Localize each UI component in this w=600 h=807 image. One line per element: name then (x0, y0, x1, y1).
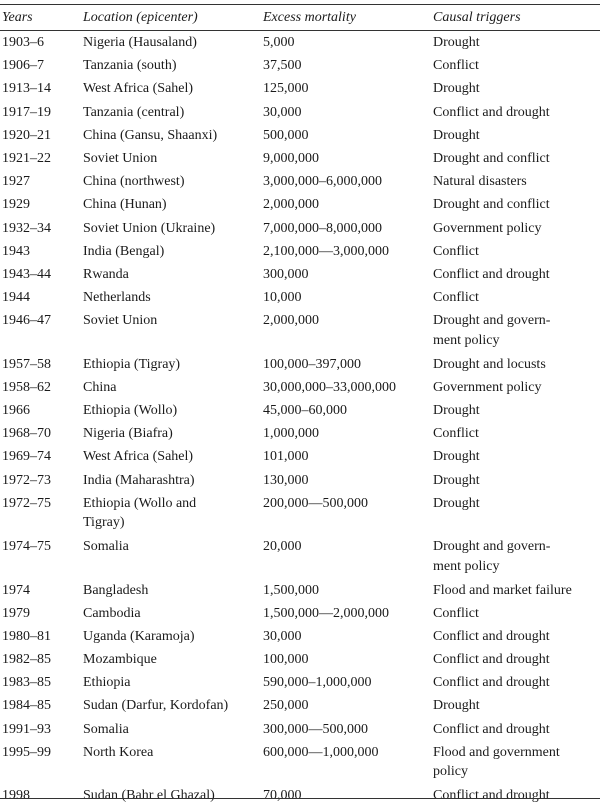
cell-causal-triggers: Conflict (433, 605, 479, 621)
cell-years: 1969–74 (2, 449, 51, 465)
cell-causal-triggers: Drought and govern- ment policy (433, 313, 551, 348)
cell-causal-triggers: Conflict and drought (433, 788, 550, 804)
table-row (0, 376, 600, 399)
cell-excess-mortality: 30,000 (263, 628, 302, 644)
cell-excess-mortality: 300,000—500,000 (263, 721, 368, 737)
cell-years: 1943 (2, 243, 30, 259)
table-row (0, 54, 600, 77)
cell-causal-triggers: Natural disasters (433, 174, 527, 190)
table-row (0, 31, 600, 54)
cell-causal-triggers: Drought and govern- ment policy (433, 539, 551, 574)
cell-years: 1944 (2, 290, 30, 306)
cell-years: 1903–6 (2, 35, 44, 50)
cell-location: Soviet Union (Ukraine) (83, 220, 216, 236)
cell-years: 1983–85 (2, 675, 51, 691)
cell-location: China (83, 379, 117, 395)
table-top-rule (0, 4, 600, 5)
cell-years: 1906–7 (2, 58, 44, 74)
cell-causal-triggers: Flood and government policy (433, 744, 560, 780)
table-row (0, 718, 600, 741)
cell-causal-triggers: Government policy (433, 220, 542, 236)
cell-causal-triggers: Conflict (433, 58, 479, 74)
cell-years: 1995–99 (2, 744, 51, 760)
cell-causal-triggers: Drought and locusts (433, 356, 546, 372)
cell-years: 1913–14 (2, 81, 51, 97)
cell-years: 1932–34 (2, 220, 51, 236)
cell-location: North Korea (83, 744, 154, 760)
table-row (0, 784, 600, 807)
table-row (0, 217, 600, 240)
cell-location: West Africa (Sahel) (83, 449, 194, 465)
cell-years: 1974 (2, 582, 30, 598)
cell-causal-triggers: Drought and conflict (433, 150, 550, 166)
cell-years: 1974–75 (2, 539, 51, 555)
table-row (0, 353, 600, 376)
header-years: Years (2, 10, 33, 25)
table-row (0, 579, 600, 602)
cell-location: India (Maharashtra) (83, 472, 195, 488)
cell-location: Ethiopia (Wollo and Tigray) (83, 495, 197, 531)
cell-excess-mortality: 3,000,000–6,000,000 (263, 174, 382, 190)
table-row (0, 147, 600, 170)
cell-excess-mortality: 101,000 (263, 449, 309, 465)
cell-excess-mortality: 1,500,000—2,000,000 (263, 605, 389, 621)
cell-causal-triggers: Drought (433, 495, 480, 511)
cell-excess-mortality: 2,100,000—3,000,000 (263, 243, 389, 259)
cell-years: 1920–21 (2, 127, 51, 143)
cell-years: 1917–19 (2, 104, 51, 120)
cell-years: 1979 (2, 605, 30, 621)
cell-excess-mortality: 1,500,000 (263, 582, 319, 598)
cell-location: Somalia (83, 721, 129, 737)
cell-location: Rwanda (83, 266, 129, 282)
table-row (0, 694, 600, 717)
cell-location: Nigeria (Biafra) (83, 426, 173, 442)
cell-causal-triggers: Conflict and drought (433, 652, 550, 668)
cell-excess-mortality: 250,000 (263, 698, 309, 714)
cell-causal-triggers: Flood and market failure (433, 582, 572, 598)
table-row (0, 101, 600, 124)
table-row (0, 193, 600, 216)
cell-excess-mortality: 2,000,000 (263, 197, 319, 213)
cell-causal-triggers: Conflict (433, 290, 479, 306)
cell-causal-triggers: Conflict and drought (433, 266, 550, 282)
cell-causal-triggers: Conflict (433, 243, 479, 259)
table-row (0, 492, 600, 535)
cell-excess-mortality: 45,000–60,000 (263, 403, 347, 419)
cell-causal-triggers: Conflict and drought (433, 104, 550, 120)
cell-excess-mortality: 20,000 (263, 539, 302, 555)
table-row (0, 263, 600, 286)
cell-years: 1927 (2, 174, 30, 190)
cell-causal-triggers: Drought (433, 472, 480, 488)
cell-location: Somalia (83, 539, 129, 555)
table-row (0, 602, 600, 625)
cell-causal-triggers: Drought (433, 127, 480, 143)
header-location: Location (epicenter) (83, 10, 198, 25)
cell-location: Sudan (Bahr el Ghazal) (83, 788, 215, 804)
cell-location: China (northwest) (83, 174, 185, 190)
cell-excess-mortality: 125,000 (263, 81, 309, 97)
cell-location: Sudan (Darfur, Kordofan) (83, 698, 229, 714)
cell-years: 1921–22 (2, 150, 51, 166)
table-body (0, 31, 600, 807)
cell-location: Ethiopia (83, 675, 131, 691)
cell-years: 1958–62 (2, 379, 51, 395)
table-row (0, 671, 600, 694)
header-excess-mortality: Excess mortality (263, 10, 356, 25)
cell-years: 1972–73 (2, 472, 51, 488)
cell-causal-triggers: Conflict and drought (433, 628, 550, 644)
cell-years: 1980–81 (2, 628, 51, 644)
table-row (0, 741, 600, 784)
cell-years: 1968–70 (2, 426, 51, 442)
cell-years: 1957–58 (2, 356, 51, 372)
table-row (0, 240, 600, 263)
table-header (0, 8, 600, 30)
cell-location: Ethiopia (Wollo) (83, 403, 178, 419)
cell-excess-mortality: 100,000–397,000 (263, 356, 361, 372)
table-row (0, 625, 600, 648)
cell-years: 1943–44 (2, 266, 51, 282)
table-row (0, 286, 600, 309)
table-row (0, 170, 600, 193)
table-row (0, 399, 600, 422)
cell-years: 1966 (2, 403, 30, 419)
cell-location: China (Gansu, Shaanxi) (83, 127, 218, 143)
cell-excess-mortality: 30,000,000–33,000,000 (263, 379, 396, 395)
cell-causal-triggers: Drought (433, 35, 480, 50)
cell-excess-mortality: 200,000—500,000 (263, 495, 368, 511)
cell-excess-mortality: 10,000 (263, 290, 302, 306)
cell-location: Soviet Union (83, 313, 158, 329)
cell-location: Tanzania (south) (83, 58, 177, 74)
cell-location: Ethiopia (Tigray) (83, 356, 181, 372)
cell-location: India (Bengal) (83, 243, 165, 259)
cell-excess-mortality: 130,000 (263, 472, 309, 488)
table-row (0, 309, 600, 352)
cell-excess-mortality: 5,000 (263, 35, 295, 50)
cell-years: 1998 (2, 788, 30, 804)
cell-location: Netherlands (83, 290, 151, 306)
cell-excess-mortality: 30,000 (263, 104, 302, 120)
cell-causal-triggers: Government policy (433, 379, 542, 395)
cell-causal-triggers: Drought and conflict (433, 197, 550, 213)
cell-causal-triggers: Conflict and drought (433, 721, 550, 737)
cell-location: Nigeria (Hausaland) (83, 35, 197, 50)
cell-causal-triggers: Drought (433, 449, 480, 465)
cell-years: 1984–85 (2, 698, 51, 714)
cell-years: 1982–85 (2, 652, 51, 668)
cell-excess-mortality: 590,000–1,000,000 (263, 675, 372, 691)
table-row (0, 445, 600, 468)
cell-years: 1991–93 (2, 721, 51, 737)
cell-location: Uganda (Karamoja) (83, 628, 195, 644)
cell-excess-mortality: 1,000,000 (263, 426, 319, 442)
table-row (0, 422, 600, 445)
cell-location: China (Hunan) (83, 197, 167, 213)
cell-years: 1946–47 (2, 313, 51, 329)
header-causal-triggers: Causal triggers (433, 10, 521, 25)
cell-excess-mortality: 37,500 (263, 58, 302, 74)
table-bottom-rule (0, 798, 600, 799)
cell-years: 1929 (2, 197, 30, 213)
cell-excess-mortality: 500,000 (263, 127, 309, 143)
cell-location: Mozambique (83, 652, 157, 668)
cell-location: Bangladesh (83, 582, 149, 598)
table-row (0, 648, 600, 671)
cell-causal-triggers: Drought (433, 81, 480, 97)
cell-excess-mortality: 9,000,000 (263, 150, 319, 166)
cell-causal-triggers: Drought (433, 403, 480, 419)
cell-years: 1972–75 (2, 495, 51, 511)
cell-excess-mortality: 600,000—1,000,000 (263, 744, 379, 760)
cell-location: Cambodia (83, 605, 141, 621)
cell-causal-triggers: Drought (433, 698, 480, 714)
cell-excess-mortality: 2,000,000 (263, 313, 319, 329)
cell-excess-mortality: 100,000 (263, 652, 309, 668)
table-row (0, 469, 600, 492)
cell-causal-triggers: Conflict and drought (433, 675, 550, 691)
cell-excess-mortality: 300,000 (263, 266, 309, 282)
table-row (0, 124, 600, 147)
cell-location: West Africa (Sahel) (83, 81, 194, 97)
table-row (0, 77, 600, 100)
cell-location: Tanzania (central) (83, 104, 185, 120)
cell-excess-mortality: 70,000 (263, 788, 302, 804)
cell-location: Soviet Union (83, 150, 158, 166)
cell-excess-mortality: 7,000,000–8,000,000 (263, 220, 382, 236)
cell-causal-triggers: Conflict (433, 426, 479, 442)
table-row (0, 535, 600, 578)
